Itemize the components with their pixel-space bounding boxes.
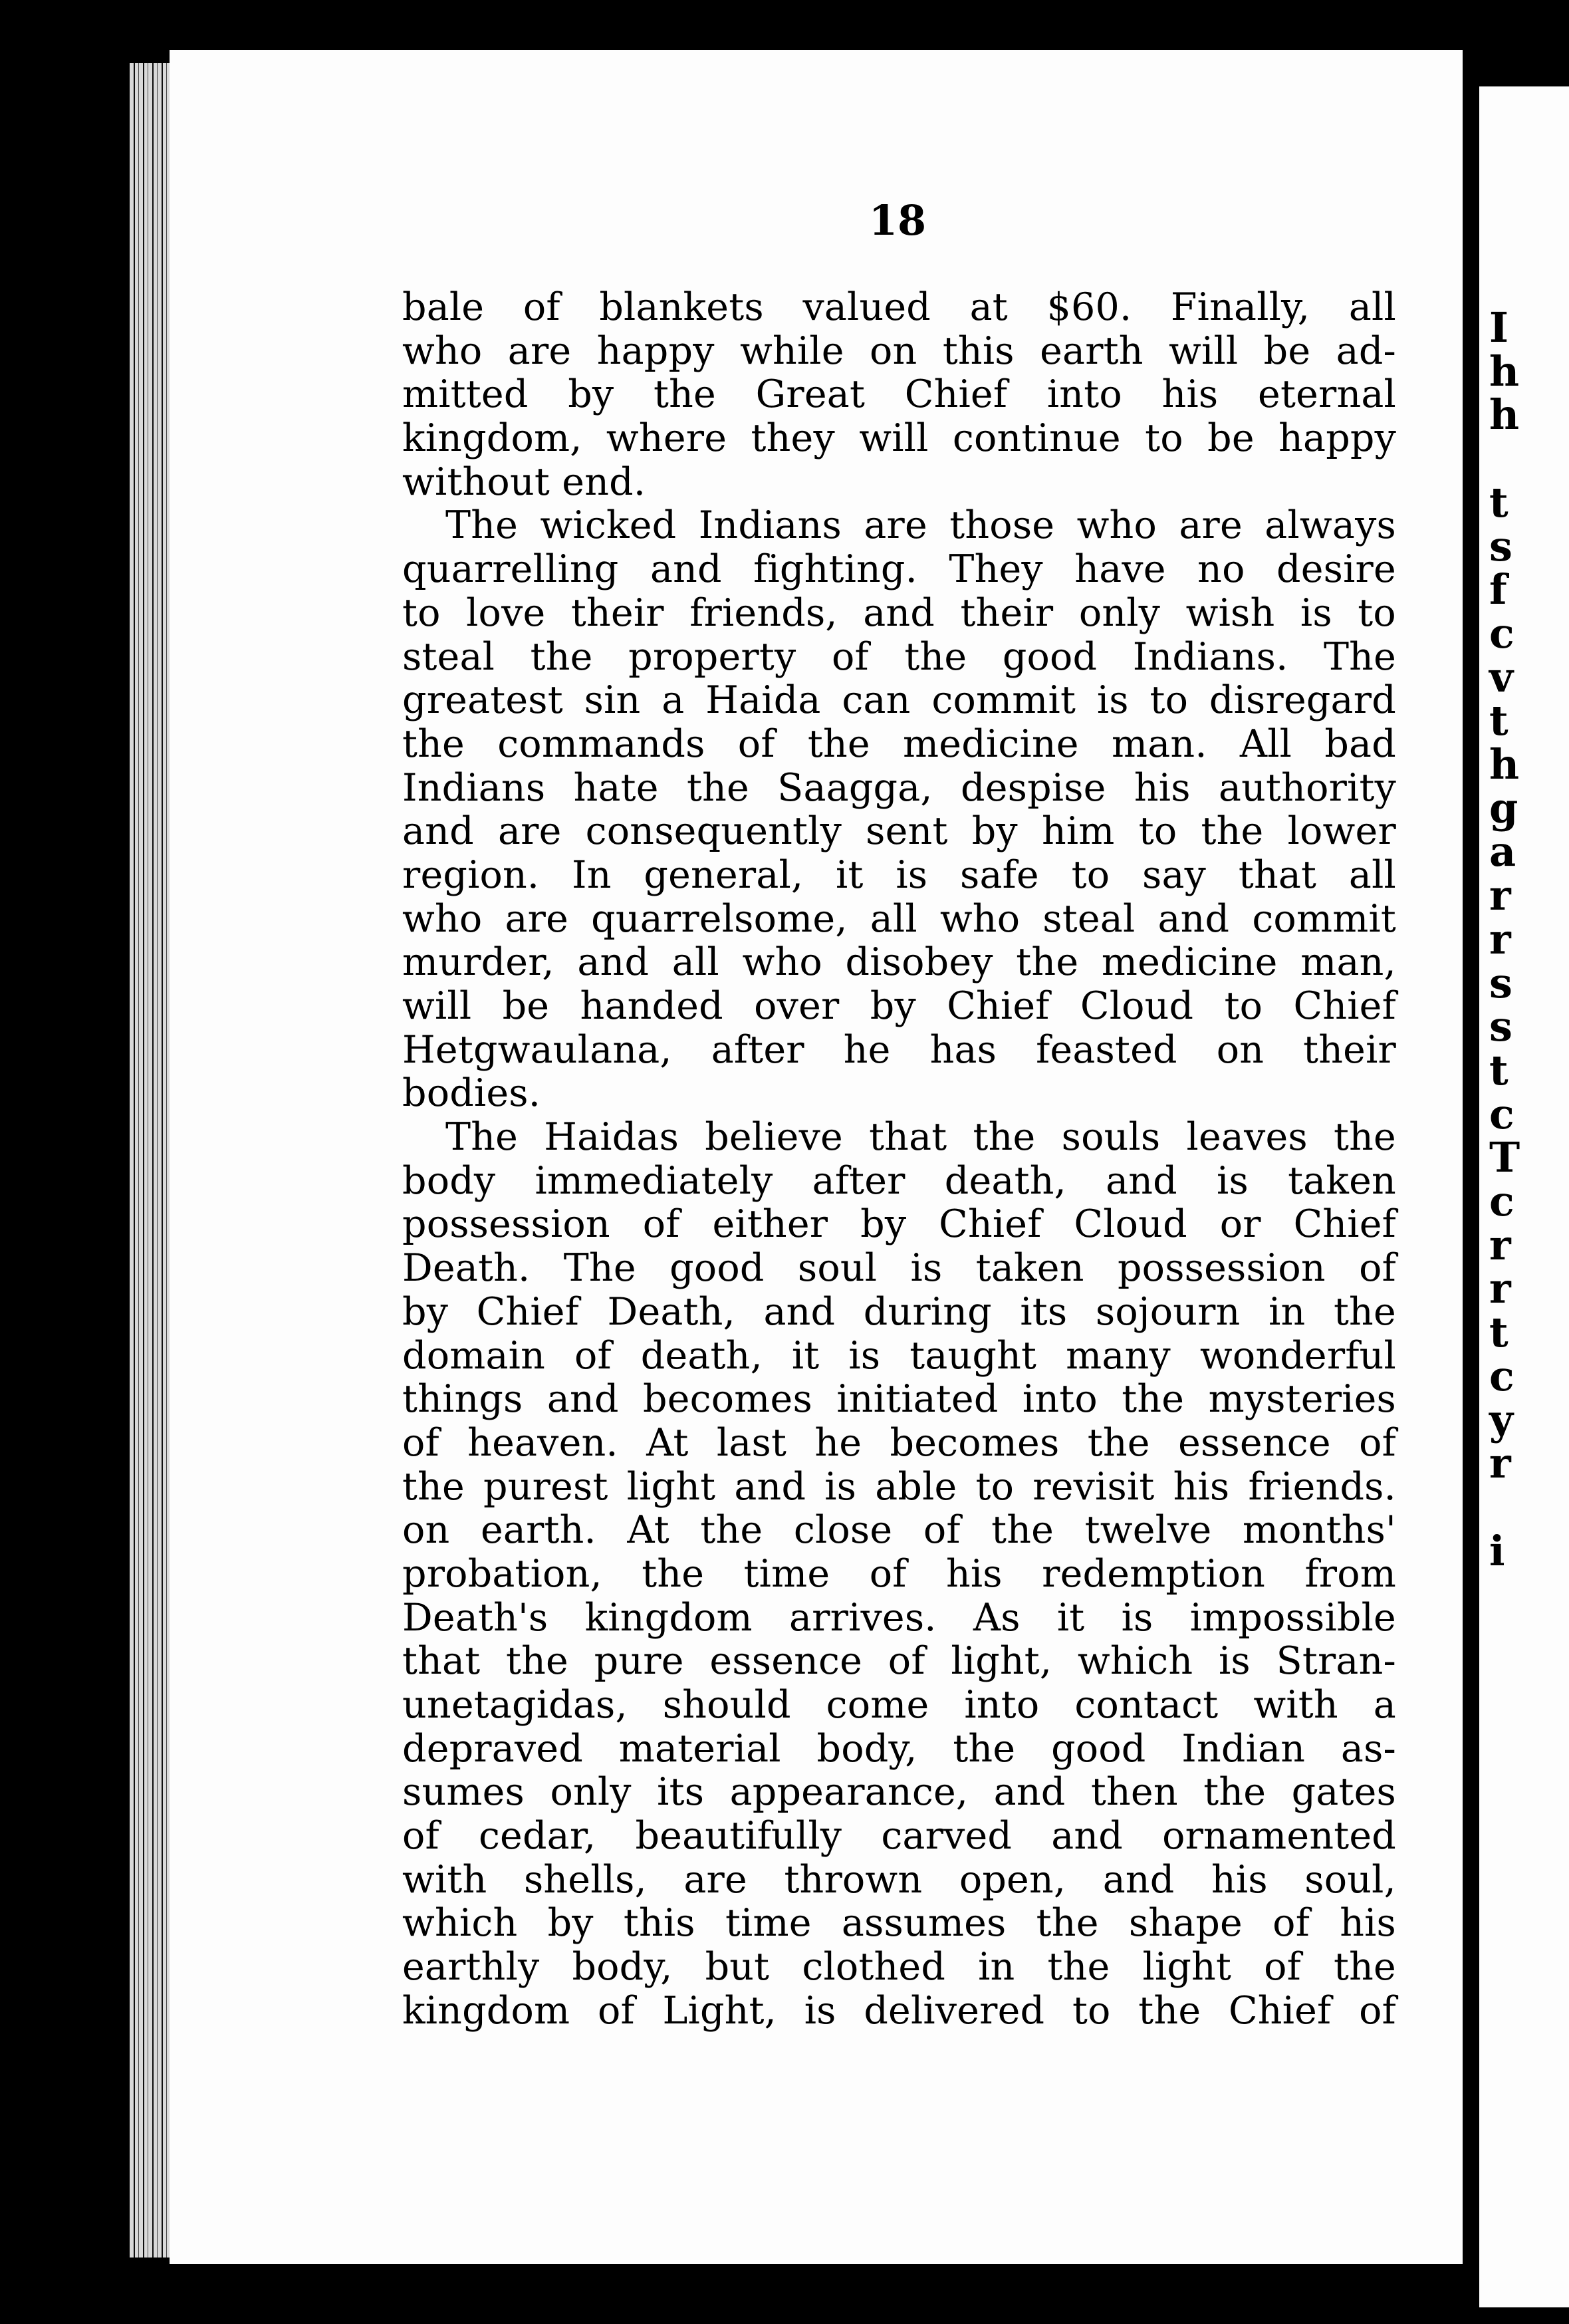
text-line: the purest light and is able to revisit his friends. — [402, 1464, 1396, 1509]
page-number: 18 — [868, 196, 927, 245]
facing-page-letter: h — [1489, 740, 1520, 789]
text-line: to love their friends, and their only wish is to — [402, 590, 1396, 635]
facing-page-letter: c — [1489, 608, 1514, 658]
text-line: without end. — [402, 459, 646, 504]
facing-page-letter: c — [1489, 1351, 1514, 1400]
text-line: of heaven. At last he becomes the essence of — [402, 1420, 1396, 1465]
text-line: bale of blankets valued at $60. Finally, all — [402, 285, 1396, 329]
facing-page-letter: t — [1489, 1308, 1509, 1357]
text-line: murder, and all who disobey the medicine man, — [402, 940, 1396, 985]
facing-page-letter: I — [1489, 303, 1509, 352]
text-line: region. In general, it is safe to say that all — [402, 852, 1396, 897]
text-line: by Chief Death, and during its sojourn in the — [402, 1289, 1396, 1334]
facing-page-letter: c — [1489, 1177, 1514, 1226]
text-line: things and becomes initiated into the mysteries — [402, 1377, 1396, 1422]
text-line: earthly body, but clothed in the light of the — [402, 1945, 1396, 1990]
text-line: mitted by the Great Chief into his eternal — [402, 372, 1396, 417]
facing-page-letter: r — [1489, 914, 1511, 964]
text-line: The wicked Indians are those who are always — [445, 503, 1396, 548]
text-line: body immediately after death, and is taken — [402, 1158, 1396, 1203]
text-line: will be handed over by Chief Cloud to Chief — [402, 984, 1396, 1028]
facing-page-letter: a — [1489, 827, 1516, 876]
text-line: Hetgwaulana, after he has feasted on their — [402, 1027, 1396, 1072]
text-line: steal the property of the good Indians. The — [402, 634, 1396, 679]
text-line: kingdom, where they will continue to be happy — [402, 416, 1396, 461]
facing-page-letter: h — [1489, 346, 1520, 396]
facing-page-letter: s — [1489, 958, 1512, 1007]
text-line: that the pure essence of light, which is Stran- — [402, 1639, 1396, 1684]
text-line: domain of death, it is taught many wonderful — [402, 1333, 1396, 1378]
text-line: The Haidas believe that the souls leaves the — [445, 1115, 1396, 1160]
facing-page-letter: s — [1489, 1002, 1512, 1051]
body-text — [402, 286, 1396, 2033]
facing-page-letter: r — [1489, 1264, 1511, 1313]
facing-page-letter: r — [1489, 1439, 1511, 1488]
facing-page-letter: T — [1489, 1133, 1520, 1182]
text-line: unetagidas, should come into contact with a — [402, 1683, 1396, 1727]
facing-page-letter: t — [1489, 477, 1509, 527]
facing-page-letter: y — [1489, 1395, 1514, 1444]
facing-page-letter: c — [1489, 1089, 1514, 1138]
facing-page-letter: s — [1489, 521, 1512, 571]
text-line: Death. The good soul is taken possession of — [402, 1246, 1396, 1291]
text-line: probation, the time of his redemption from — [402, 1551, 1396, 1596]
facing-page-letter: t — [1489, 1045, 1509, 1095]
facing-page-letter: g — [1489, 783, 1518, 833]
text-line: which by this time assumes the shape of his — [402, 1901, 1396, 1946]
text-line: Indians hate the Saagga, despise his authority — [402, 765, 1396, 810]
text-line: quarrelling and fighting. They have no desire — [402, 547, 1396, 592]
facing-page-letter: i — [1489, 1526, 1505, 1575]
facing-page-letter: f — [1489, 565, 1507, 614]
text-line: Death's kingdom arrives. As it is impossible — [402, 1595, 1396, 1640]
facing-page-letter: v — [1489, 652, 1514, 702]
text-line: kingdom of Light, is delivered to the Chief of — [402, 1988, 1396, 2033]
facing-page-letter: h — [1489, 390, 1520, 440]
facing-page-letter: r — [1489, 1220, 1511, 1269]
text-line: with shells, are thrown open, and his soul, — [402, 1857, 1396, 1902]
facing-page-letter: r — [1489, 871, 1511, 920]
text-line: bodies. — [402, 1071, 541, 1116]
text-line: the commands of the medicine man. All bad — [402, 721, 1396, 766]
text-line: depraved material body, the good Indian as- — [402, 1726, 1396, 1771]
text-line: of cedar, beautifully carved and ornamented — [402, 1814, 1396, 1859]
text-line: sumes only its appearance, and then the gates — [402, 1770, 1396, 1815]
text-line: on earth. At the close of the twelve months' — [402, 1508, 1396, 1553]
text-line: and are consequently sent by him to the lower — [402, 809, 1396, 854]
text-line: greatest sin a Haida can commit is to disregard — [402, 678, 1396, 723]
facing-page-letter: t — [1489, 696, 1509, 745]
text-line: who are quarrelsome, all who steal and commit — [402, 896, 1396, 941]
text-line: possession of either by Chief Cloud or Chief — [402, 1202, 1396, 1247]
text-line: who are happy while on this earth will be ad- — [402, 328, 1396, 373]
